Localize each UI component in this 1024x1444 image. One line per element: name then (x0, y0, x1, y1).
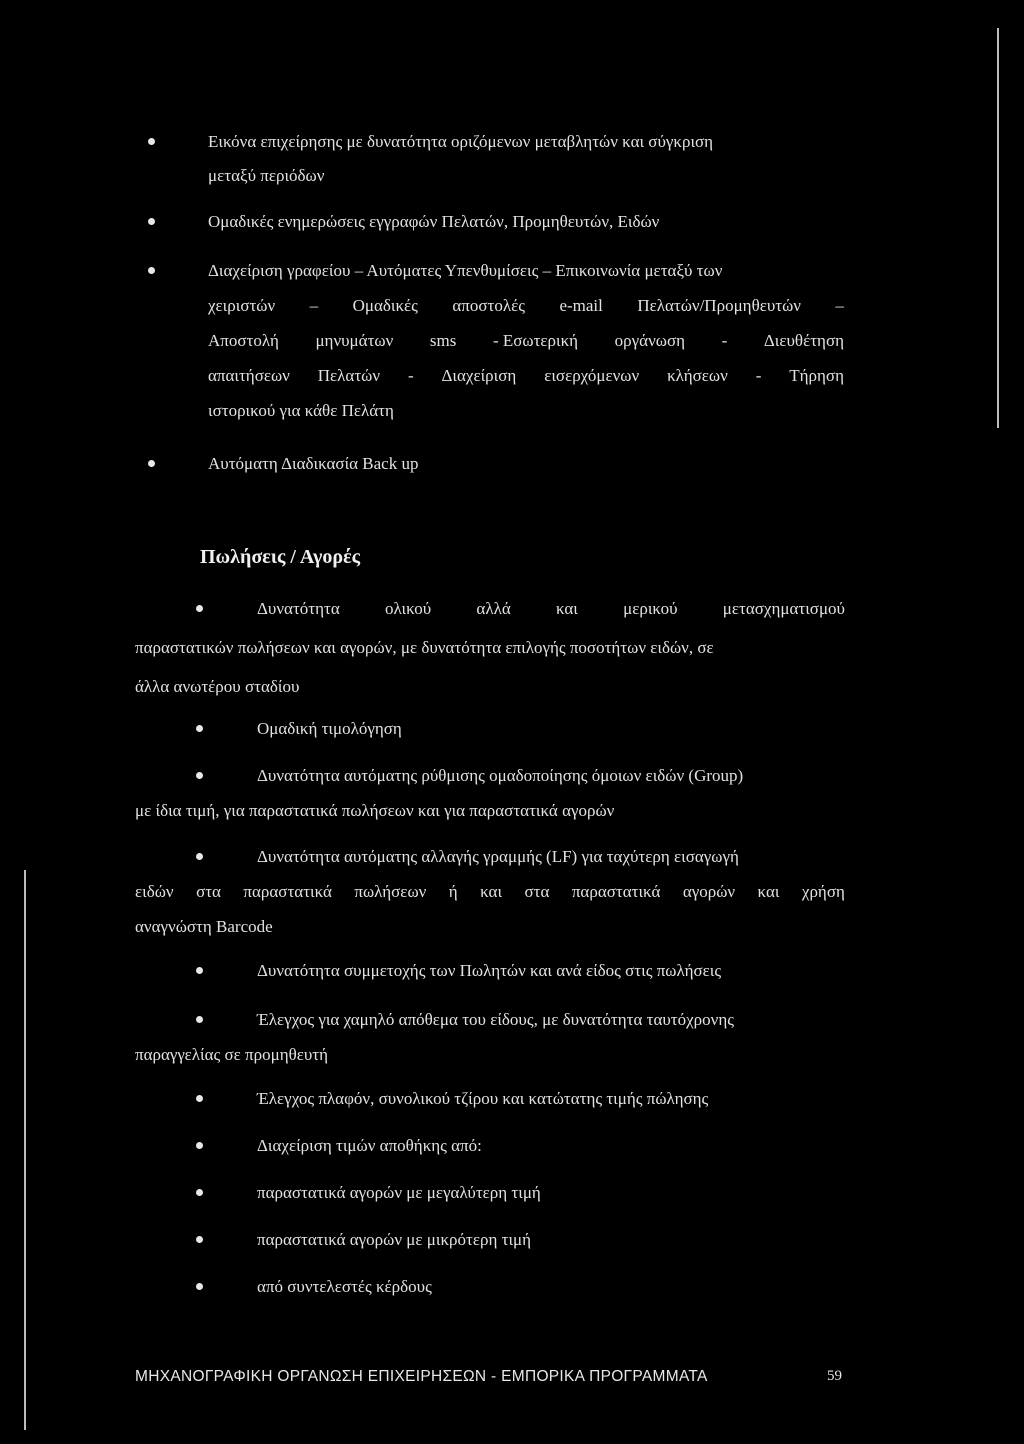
word: εισερχόμενων (544, 366, 640, 385)
word: στα (196, 882, 221, 901)
word: Αποστολή (208, 331, 279, 350)
list-item-text: Διαχείριση γραφείου – Αυτόματες Υπενθυμίσεις – Επικοινωνία μεταξύ των (208, 261, 723, 280)
word: ή (448, 882, 458, 901)
word: οργάνωση (614, 331, 686, 350)
word: πωλήσεων (354, 882, 427, 901)
word: ολικού (384, 599, 432, 618)
scan-edge-line (24, 870, 26, 1430)
word: Τήρηση (789, 366, 844, 385)
list-item-text: παραστατικών πωλήσεων και αγορών, με δυνατότητα επιλογής ποσοτήτων ειδών, σε (135, 638, 714, 657)
word: στα (524, 882, 550, 901)
list-item-text: Έλεγχος για χαμηλό απόθεμα του είδους, με δυνατότητα ταυτόχρονης (257, 1010, 734, 1029)
word: Ομαδικές (352, 296, 418, 315)
list-item-text: αναγνώστη Barcode (135, 917, 273, 936)
word: παραστατικά (571, 882, 661, 901)
list-item-text: παραστατικά αγορών με μικρότερη τιμή (257, 1230, 532, 1249)
bullet (148, 218, 155, 225)
bullet (148, 460, 155, 467)
scan-edge-line (997, 28, 999, 428)
justified-line (208, 366, 844, 386)
word: και (757, 882, 780, 901)
list-item-text: ιστορικού για κάθε Πελάτη (208, 401, 394, 420)
bullet (196, 1189, 203, 1196)
word: - (407, 366, 414, 385)
word: - (721, 331, 728, 350)
word: και (555, 599, 578, 618)
word: μετασχηματισμού (722, 599, 845, 618)
word: αποστολές (452, 296, 525, 315)
bullet (196, 1095, 203, 1102)
word: – (309, 296, 319, 315)
list-item-text: Αυτόματη Διαδικασία Back up (208, 454, 419, 473)
list-item-text: με ίδια τιμή, για παραστατικά πωλήσεων και για παραστατικά αγορών (135, 801, 615, 820)
word: απαιτήσεων (208, 366, 290, 385)
justified-line (135, 882, 845, 902)
justified-line (208, 331, 844, 351)
list-item-text: Ομαδικές ενημερώσεις εγγραφών Πελατών, Προμηθευτών, Ειδών (208, 212, 660, 231)
page-footer-title: ΜΗΧΑΝΟΓΡΑΦΙΚΗ ΟΡΓΑΝΩΣΗ ΕΠΙΧΕΙΡΗΣΕΩΝ - ΕΜΠΟΡΙΚΑ ΠΡΟΓΡΑΜΜΑΤΑ (135, 1368, 708, 1385)
word: e-mail (559, 296, 603, 315)
bullet (196, 853, 203, 860)
bullet (196, 1142, 203, 1149)
bullet (148, 138, 155, 145)
list-item-text: Εικόνα επιχείρησης με δυνατότητα οριζόμενων μεταβλητών και σύγκριση (208, 132, 714, 151)
justified-line (208, 296, 844, 316)
word: μηνυμάτων (315, 331, 394, 350)
word: Δυνατότητα (257, 599, 340, 618)
word: χρήση (801, 882, 845, 901)
word: κλήσεων (667, 366, 728, 385)
list-item-text: από συντελεστές κέρδους (257, 1277, 432, 1296)
word: Πελατών/Προμηθευτών (637, 296, 801, 315)
list-item-text: άλλα ανωτέρου σταδίου (135, 677, 300, 696)
word: Διαχείριση (441, 366, 517, 385)
bullet (196, 605, 203, 612)
word: sms (429, 331, 457, 350)
word: μερικού (623, 599, 678, 618)
list-item-text: Ομαδική τιμολόγηση (257, 719, 402, 738)
word: - Εσωτερική (492, 331, 579, 350)
bullet (196, 967, 203, 974)
word: Πελατών (317, 366, 381, 385)
word: αλλά (476, 599, 511, 618)
list-item-text: Δυνατότητα αυτόματης αλλαγής γραμμής (LF) για ταχύτερη εισαγωγή (257, 847, 739, 866)
list-item-text: παραγγελίας σε προμηθευτή (135, 1045, 329, 1064)
word: ειδών (135, 882, 174, 901)
list-item-text: παραστατικά αγορών με μεγαλύτερη τιμή (257, 1183, 541, 1202)
bullet (196, 1236, 203, 1243)
word: Διευθέτηση (763, 331, 844, 350)
section-heading: Πωλήσεις / Αγορές (200, 546, 361, 568)
word: και (480, 882, 503, 901)
word: παραστατικά (243, 882, 332, 901)
bullet (196, 725, 203, 732)
list-item-text: μεταξύ περιόδων (208, 166, 325, 185)
bullet (196, 1016, 203, 1023)
list-item-text: Έλεγχος πλαφόν, συνολικού τζίρου και κατώτατης τιμής πώλησης (257, 1089, 709, 1108)
word: χειριστών (208, 296, 276, 315)
word: αγορών (682, 882, 736, 901)
word: – (835, 296, 844, 315)
word: - (755, 366, 762, 385)
list-item-text: Δυνατότητα αυτόματης ρύθμισης ομαδοποίησης όμοιων ειδών (Group) (257, 766, 744, 785)
bullet (196, 772, 203, 779)
justified-line (257, 599, 845, 619)
list-item-text: Δυνατότητα συμμετοχής των Πωλητών και ανά είδος στις πωλήσεις (257, 961, 722, 980)
bullet (148, 267, 155, 274)
page-number: 59 (827, 1368, 842, 1384)
list-item-text: Διαχείριση τιμών αποθήκης από: (257, 1136, 482, 1155)
bullet (196, 1283, 203, 1290)
